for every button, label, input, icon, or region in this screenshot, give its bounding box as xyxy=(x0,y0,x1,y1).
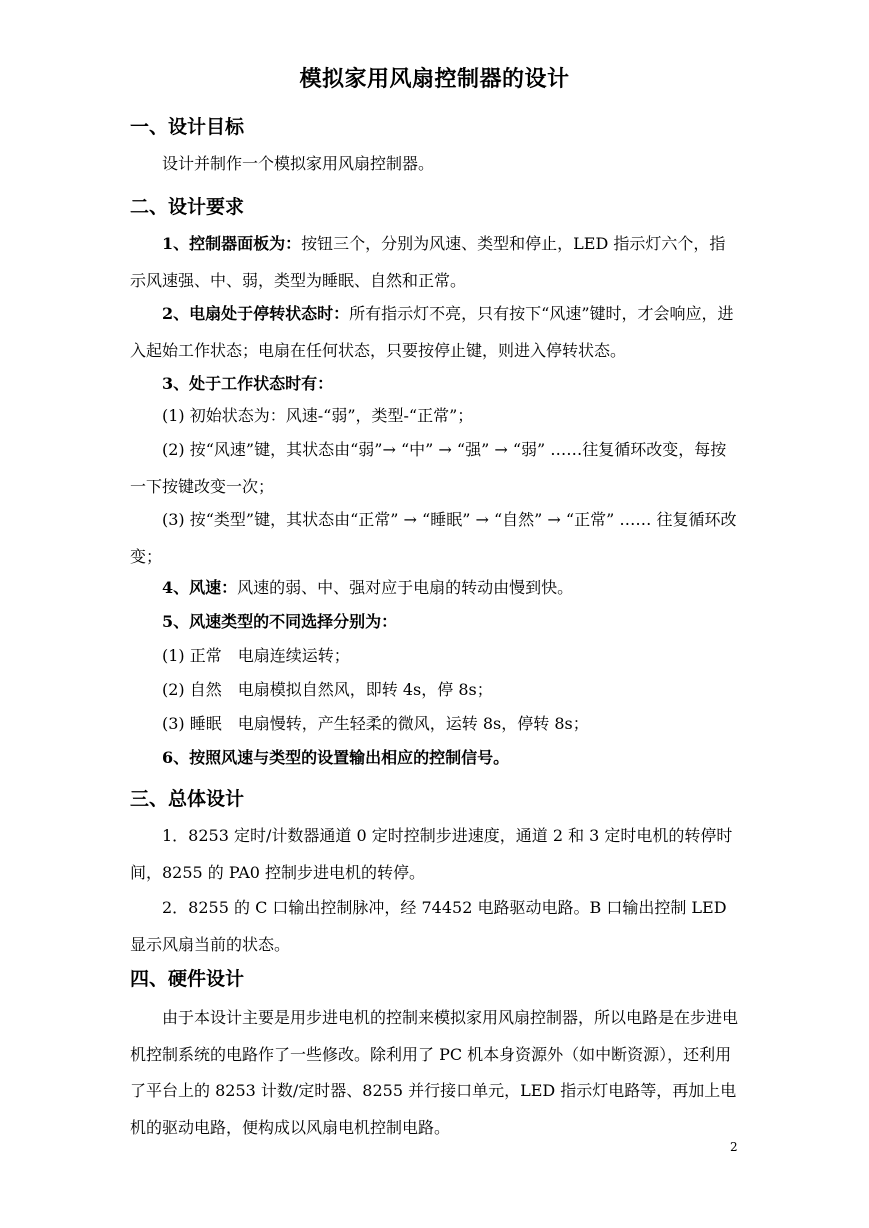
page-number: 2 xyxy=(730,1140,738,1154)
document-title: 模拟家用风扇控制器的设计 xyxy=(299,66,570,92)
requirement-5-item-3: (3) 睡眠 电扇慢转，产生轻柔的微风，运转 8s，停转 8s； xyxy=(162,714,589,733)
section-heading-goal: 一、设计目标 xyxy=(130,116,245,138)
requirement-2-label: 2、电扇处于停转状态时： xyxy=(162,304,350,323)
goal-paragraph: 设计并制作一个模拟家用风扇控制器。 xyxy=(162,154,435,173)
requirement-4 xyxy=(130,570,740,607)
requirement-1-label: 1、控制器面板为： xyxy=(162,234,302,253)
requirement-1-text: 按钮三个，分别为风速、类型和停止，LED 指示灯六个，指示风速强、中、弱，类型为睡眠、自然和正常。 xyxy=(130,234,726,290)
requirement-3-label: 3、处于工作状态时有： xyxy=(162,374,334,393)
requirement-5-item-1: (1) 正常 电扇连续运转； xyxy=(162,646,350,665)
requirement-6: 6、按照风速与类型的设置输出相应的控制信号。 xyxy=(162,748,510,767)
section-heading-requirements: 二、设计要求 xyxy=(130,196,245,218)
requirement-4-label: 4、风速： xyxy=(162,578,238,597)
hardware-design-paragraph: 由于本设计主要是用步进电机的控制来模拟家用风扇控制器，所以电路是在步进电机控制系统的电路作了一些修改。除利用了 PC 机本身资源外（如中断资源），还利用了平台上的 8253 计数/定时器、8255 并行接口单元，LED 指示灯电路等，再加上电机的驱动电路，便构成以风扇电机控制电路。 xyxy=(130,1008,739,1137)
overall-design-paragraph-1: 1．8253 定时/计数器通道 0 定时控制步进速度，通道 2 和 3 定时电机的转停时间，8255 的 PA0 控制步进电机的转停。 xyxy=(130,826,733,882)
overall-design-paragraph-2: 2．8255 的 C 口输出控制脉冲，经 74452 电路驱动电路。B 口输出控制 LED 显示风扇当前的状态。 xyxy=(130,898,727,954)
section-heading-overall-design: 三、总体设计 xyxy=(130,788,245,810)
requirement-5-label: 5、风速类型的不同选择分别为： xyxy=(162,612,398,631)
section-heading-hardware-design: 四、硬件设计 xyxy=(130,968,245,990)
requirement-3-item-3: (3) 按“类型”键，其状态由“正常” → “睡眠” → “自然” → “正常” …… 往复循环改变； xyxy=(130,510,737,566)
requirement-2 xyxy=(130,296,740,369)
requirement-1 xyxy=(130,226,740,299)
requirement-2-text: 所有指示灯不亮，只有按下“风速”键时，才会响应，进入起始工作状态；电扇在任何状态，只要按停止键，则进入停转状态。 xyxy=(130,304,734,360)
requirement-4-text: 风速的弱、中、强对应于电扇的转动由慢到快。 xyxy=(237,578,574,597)
requirement-5-item-2: (2) 自然 电扇模拟自然风，即转 4s，停 8s； xyxy=(162,680,493,699)
requirement-3-item-2: (2) 按“风速”键，其状态由“弱”→ “中” → “强” → “弱” ……往复循环改变，每按一下按键改变一次； xyxy=(130,440,727,496)
requirement-3-item-1: (1) 初始状态为：风速-“弱”，类型-“正常”； xyxy=(162,406,474,425)
